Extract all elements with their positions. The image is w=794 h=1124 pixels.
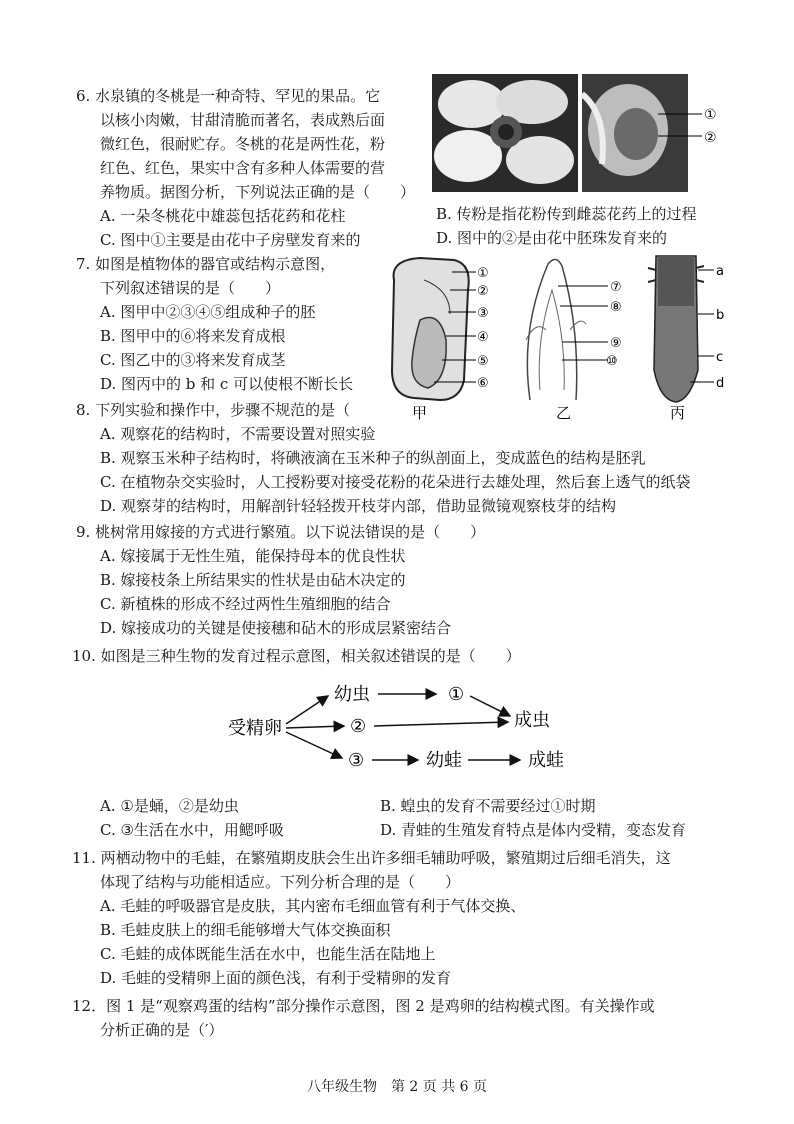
q7-jia-label-3: ③: [477, 306, 489, 321]
q11-option-d: D. 毛蛙的受精卵上面的颜色浅，有利于受精卵的发育: [100, 969, 452, 987]
q9-stem: 9. 桃树常用嫁接的方式进行繁殖。以下说法错误的是（ ）: [76, 523, 486, 541]
q7-option-a: A. 图甲中②③④⑤组成种子的胚: [100, 303, 316, 321]
q10-node-tadpole: 幼蛙: [426, 750, 462, 771]
q7-fig-name-jia: 甲: [412, 404, 428, 422]
q10-option-d: D. 青蛙的生殖发育特点是体内受精，变态发育: [380, 821, 687, 839]
page-footer: 八年级生物 第 2 页 共 6 页: [306, 1079, 488, 1095]
q7-jia-label-1: ①: [477, 266, 489, 281]
q9-option-a: A. 嫁接属于无性生殖，能保持母本的优良性状: [100, 547, 406, 565]
q10-node-1: ①: [448, 684, 465, 705]
q10-node-3: ③: [348, 750, 365, 771]
q11-option-c: C. 毛蛙的成体既能生活在水中，也能生活在陆地上: [100, 945, 436, 963]
q10-node-larva: 幼虫: [334, 684, 370, 705]
q10-option-c: C. ③生活在水中，用鳃呼吸: [100, 821, 284, 839]
q7-fig-bing: [648, 256, 724, 422]
q6-fig-label-2: ②: [704, 130, 717, 146]
q7-fig-jia: [392, 258, 489, 422]
q7-stem-line-2: 下列叙述错误的是（ ）: [100, 279, 281, 297]
q10-node-adult-insect: 成虫: [514, 710, 550, 731]
q12-stem-line-2: 分析正确的是（′）: [100, 1021, 224, 1039]
q8-option-b: B. 观察玉米种子结构时，将碘液滴在玉米种子的纵剖面上，变成蓝色的结构是胚乳: [100, 449, 646, 467]
q10-option-a: A. ①是蛹，②是幼虫: [100, 797, 239, 815]
q7-bing-label-b: b: [716, 308, 725, 323]
q7-stem-line-1: 7. 如图是植物体的器官或结构示意图，: [76, 255, 336, 273]
q6-stem-line-5: 养物质。据图分析，下列说法正确的是（ ）: [100, 183, 416, 201]
q6-option-b: B. 传粉是指花粉传到雌蕊花药上的过程: [436, 205, 697, 223]
q7-bing-label-d: d: [716, 376, 725, 391]
q6-option-d: D. 图中的②是由花中胚珠发育来的: [436, 229, 668, 247]
q7-fig-name-bing: 丙: [670, 404, 686, 422]
q7-jia-label-2: ②: [477, 284, 489, 299]
q9-option-c: C. 新植株的形成不经过两性生殖细胞的结合: [100, 595, 391, 613]
q6-stem-line-1: 6. 水泉镇的冬桃是一种奇特、罕见的果品。它: [76, 87, 381, 105]
q8-stem: 8. 下列实验和操作中，步骤不规范的是（: [76, 401, 351, 419]
q6-stem-line-3: 微红色，很耐贮存。冬桃的花是两性花，粉: [100, 135, 386, 153]
q7-yi-label-10: ⑩: [606, 354, 618, 369]
q11-option-a: A. 毛蛙的呼吸器官是皮肤，其内密布毛细血管有利于气体交换、: [100, 897, 526, 915]
q6-stem-line-2: 以核小肉嫩，甘甜清脆而著名，表成熟后面: [100, 111, 386, 129]
q10-node-frog: 成蛙: [528, 750, 564, 771]
q7-jia-label-5: ⑤: [477, 354, 489, 369]
q9-option-d: D. 嫁接成功的关键是使接穗和砧木的形成层紧密结合: [100, 619, 452, 637]
q6-option-a: A. 一朵冬桃花中雄蕊包括花药和花柱: [100, 207, 346, 225]
q7-jia-label-6: ⑥: [477, 376, 489, 391]
q6-option-c: C. 图中①主要是由花中子房壁发育来的: [100, 231, 361, 249]
q7-option-b: B. 图甲中的⑥将来发育成根: [100, 327, 286, 345]
q6-fig-label-1: ①: [704, 107, 717, 123]
q10-stem: 10. 如图是三种生物的发育过程示意图，相关叙述错误的是（ ）: [72, 647, 521, 665]
q7-yi-label-9: ⑨: [610, 336, 622, 351]
q11-stem-line-2: 体现了结构与功能相适应。下列分析合理的是（ ）: [100, 873, 461, 891]
q7-fig-yi: [526, 259, 622, 422]
q7-yi-label-7: ⑦: [610, 280, 622, 295]
q8-option-c: C. 在植物杂交实验时，人工授粉要对接受花粉的花朵进行去雄处理，然后套上透气的纸袋: [100, 473, 691, 491]
q7-option-d: D. 图丙中的 b 和 c 可以使根不断长长: [100, 375, 354, 393]
q7-jia-label-4: ④: [477, 330, 489, 345]
q8-option-d: D. 观察芽的结构时，用解剖针轻轻拨开枝芽内部，借助显微镜观察枝芽的结构: [100, 497, 617, 515]
q10-node-fertilized-egg: 受精卵: [228, 718, 282, 739]
q11-stem-line-1: 11. 两栖动物中的毛蛙，在繁殖期皮肤会生出许多细毛辅助呼吸，繁殖期过后细毛消失，这: [72, 849, 671, 867]
q11-option-b: B. 毛蛙皮肤上的细毛能够增大气体交换面积: [100, 921, 391, 939]
q7-figure: [380, 250, 730, 426]
q10-option-b: B. 蝗虫的发育不需要经过①时期: [380, 797, 596, 815]
q7-yi-label-8: ⑧: [610, 300, 622, 315]
q6-stem-line-4: 红色、红色，果实中含有多种人体需要的营: [100, 159, 386, 177]
q10-development-diagram: [214, 680, 584, 790]
q10-node-2: ②: [350, 716, 367, 737]
q8-option-a: A. 观察花的结构时，不需要设置对照实验: [100, 425, 376, 443]
q7-option-c: C. 图乙中的③将来发育成茎: [100, 351, 286, 369]
q6-flower-photo: [432, 74, 728, 196]
q7-bing-label-a: a: [716, 264, 724, 279]
q7-fig-name-yi: 乙: [556, 404, 572, 422]
q7-bing-label-c: c: [716, 350, 724, 365]
q12-stem-line-1: 12．图 1 是“观察鸡蛋的结构”部分操作示意图，图 2 是鸡卵的结构模式图。有关操作或: [72, 997, 655, 1015]
q9-option-b: B. 嫁接枝条上所结果实的性状是由砧木决定的: [100, 571, 406, 589]
